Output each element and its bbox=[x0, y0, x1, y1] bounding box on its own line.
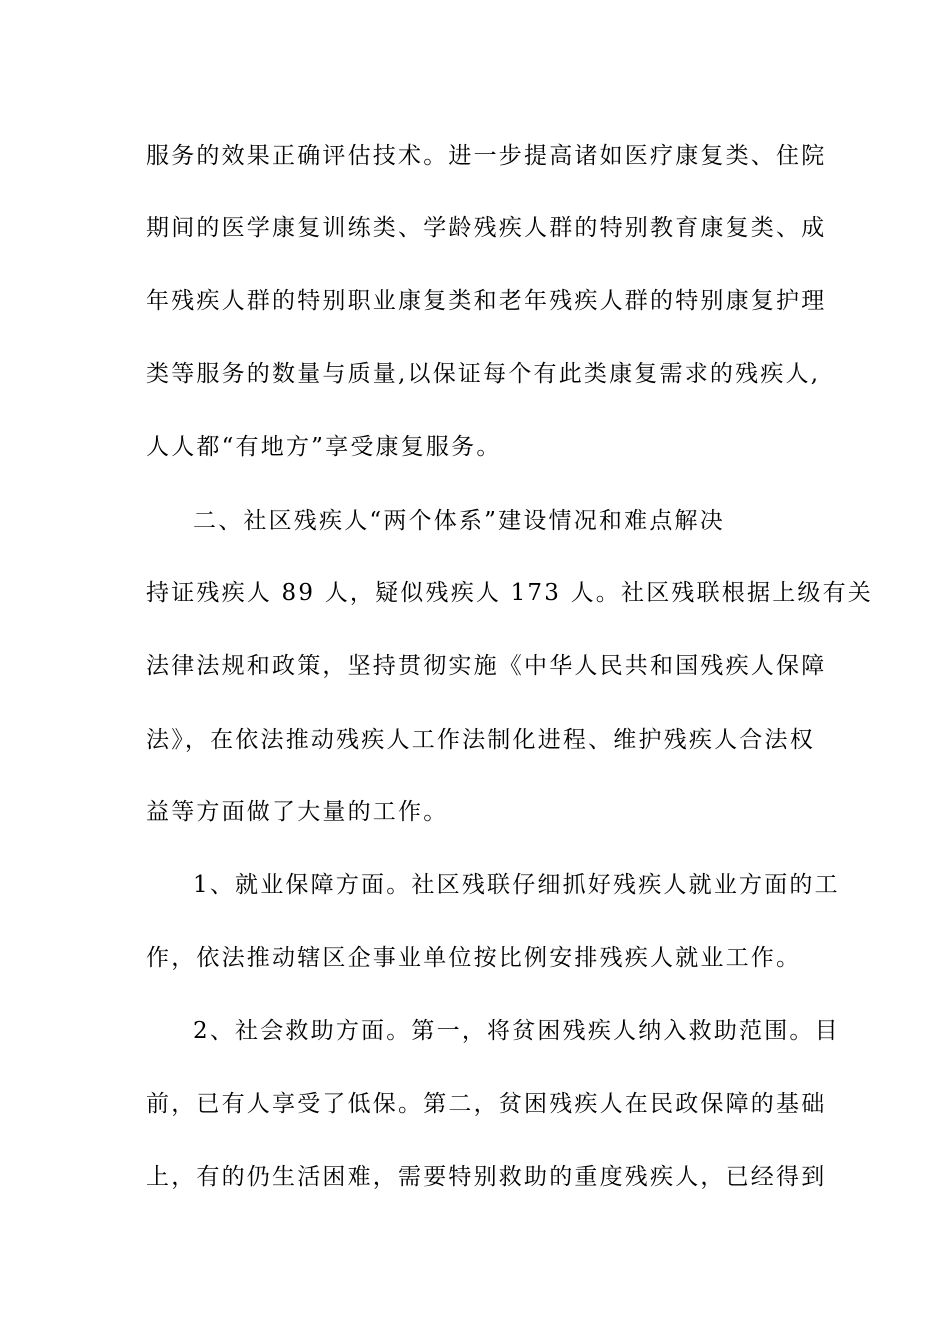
body-text-line: 益等方面做了大量的工作。 bbox=[146, 799, 449, 825]
body-text-line: 前，已有人享受了低保。第二，贫困残疾人在民政保障的基础 bbox=[146, 1091, 827, 1117]
body-text-line: 2、社会救助方面。第一，将贫困残疾人纳入救助范围。目 bbox=[193, 1018, 840, 1044]
body-text-line: 持证残疾人 89 人，疑似残疾人 173 人。社区残联根据上级有关 bbox=[146, 580, 874, 606]
section-heading: 二、社区残疾人“两个体系”建设情况和难点解决 bbox=[193, 508, 725, 534]
body-text-line: 上，有的仍生活困难，需要特别救助的重度残疾人，已经得到 bbox=[146, 1164, 827, 1190]
body-text-line: 服务的效果正确评估技术。进一步提高诸如医疗康复类、住院 bbox=[146, 143, 827, 169]
body-text-line: 1、就业保障方面。社区残联仔细抓好残疾人就业方面的工 bbox=[193, 872, 840, 898]
body-text-line: 法律法规和政策，坚持贯彻实施《中华人民共和国残疾人保障 bbox=[146, 653, 827, 679]
body-text-line: 年残疾人群的特别职业康复类和老年残疾人群的特别康复护理 bbox=[146, 288, 827, 314]
body-text-line: 法》，在依法推动残疾人工作法制化进程、维护残疾人合法权 bbox=[146, 727, 815, 753]
body-text-line: 作，依法推动辖区企事业单位按比例安排残疾人就业工作。 bbox=[146, 945, 802, 971]
body-text-line: 人人都“有地方”享受康复服务。 bbox=[146, 434, 502, 460]
body-text-line: 期间的医学康复训练类、学龄残疾人群的特别教育康复类、成 bbox=[146, 215, 827, 241]
body-text-line: 类等服务的数量与质量,以保证每个有此类康复需求的残疾人, bbox=[146, 361, 821, 387]
